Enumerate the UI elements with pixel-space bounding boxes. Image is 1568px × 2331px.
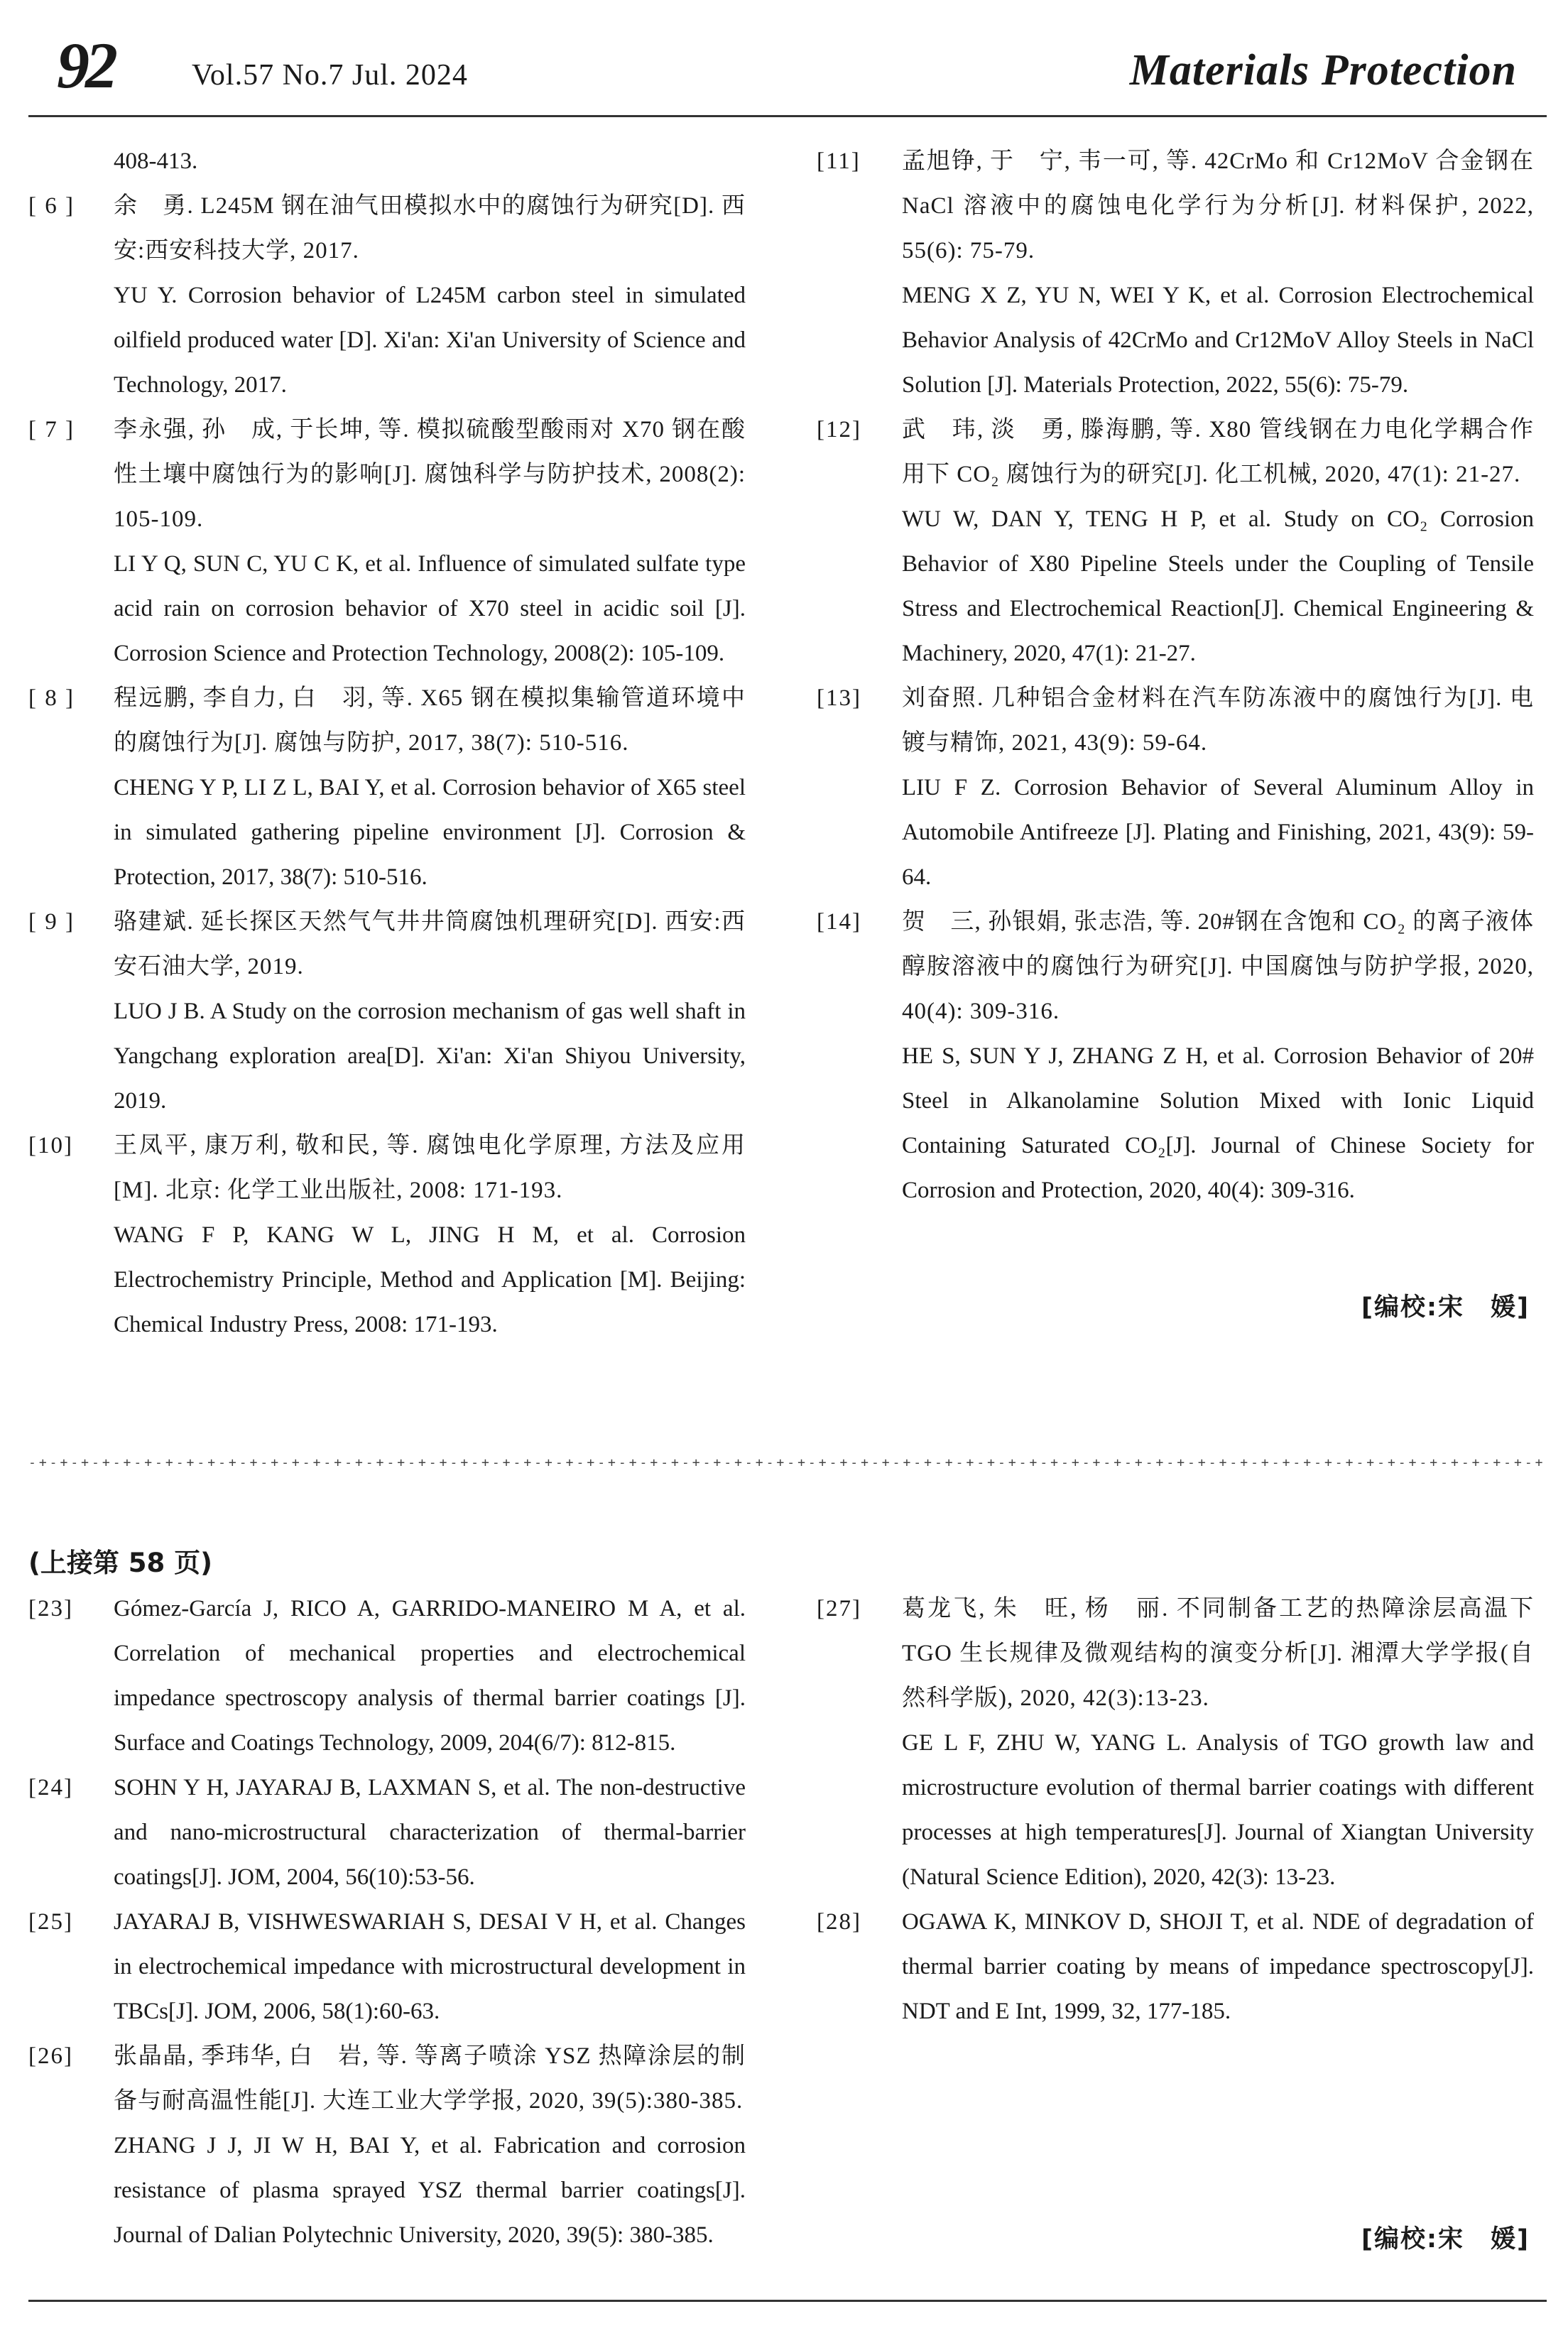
reference-text-english: HE S, SUN Y J, ZHANG Z H, et al. Corrosion Behavior of 20# Steel in Alkanolamine Solution Mixed with Ionic Liquid Containing Saturated CO₂[J]. Journal of Chinese Society for Corrosion and Protection, 2020, 40(4): 309-316.	[902, 1043, 1534, 1203]
reference-number: [14]	[817, 909, 861, 935]
editor-note: [编校:宋 媛]	[1361, 1293, 1530, 1322]
page-header: 92 Vol.57 No.7 Jul. 2024 Materials Protection	[57, 29, 1517, 102]
reference-text-english: YU Y. Corrosion behavior of L245M carbon steel in simulated oilfield produced water [D]. Xi'an: Xi'an University of Science and Technology, 2017.	[114, 283, 746, 398]
reference-item	[28, 408, 746, 676]
editor-bottom	[817, 2217, 1534, 2261]
reference-text-chinese: 孟旭铮, 于 宁, 韦一可, 等. 42CrMo 和 Cr12MoV 合金钢在 NaCl 溶液中的腐蚀电化学行为分析[J]. 材料保护, 2022, 55(6): 75-79.	[902, 148, 1534, 263]
reference-item	[28, 900, 746, 1124]
reference-item	[817, 1900, 1534, 2034]
reference-number: [12]	[817, 417, 861, 442]
reference-text-english: MENG X Z, YU N, WEI Y K, et al. Corrosion Electrochemical Behavior Analysis of 42CrMo and Cr12MoV Alloy Steels in NaCl Solution [J]. Materials Protection, 2022, 55(6): 75-79.	[902, 283, 1534, 398]
reference-item	[28, 139, 746, 184]
reference-item	[28, 2034, 746, 2258]
reference-number: [24]	[28, 1775, 73, 1800]
section-divider	[28, 1459, 1547, 1467]
reference-text-english: WANG F P, KANG W L, JING H M, et al. Corrosion Electrochemistry Principle, Method and Application [M]. Beijing: Chemical Industry Press, 2008: 171-193.	[114, 1222, 746, 1337]
reference-text-english: OGAWA K, MINKOV D, SHOJI T, et al. NDE of degradation of thermal barrier coating by means of impedance spectroscopy[J]. NDT and E Int, 1999, 32, 177-185.	[902, 1909, 1534, 2024]
reference-text-english: LIU F Z. Corrosion Behavior of Several Aluminum Alloy in Automobile Antifreeze [J]. Plating and Finishing, 2021, 43(9): 59-64.	[902, 775, 1534, 890]
reference-number: [28]	[817, 1909, 861, 1935]
reference-number: [ 6 ]	[28, 193, 75, 219]
reference-number: [25]	[28, 1909, 73, 1935]
reference-text-english: SOHN Y H, JAYARAJ B, LAXMAN S, et al. The non-destructive and nano-microstructural characterization of thermal-barrier coatings[J]. JOM, 2004, 56(10):53-56.	[114, 1775, 746, 1890]
reference-text-chinese: 武 玮, 淡 勇, 滕海鹏, 等. X80 管线钢在力电化学耦合作用下 CO₂ 腐蚀行为的研究[J]. 化工机械, 2020, 47(1): 21-27.	[902, 417, 1534, 487]
reference-text-english: ZHANG J J, JI W H, BAI Y, et al. Fabrication and corrosion resistance of plasma sprayed YSZ thermal barrier coatings[J]. Journal of Dalian Polytechnic University, 2020, 39(5): 380-385.	[114, 2133, 746, 2248]
reference-text-chinese: 刘奋照. 几种铝合金材料在汽车防冻液中的腐蚀行为[J]. 电镀与精饰, 2021, 43(9): 59-64.	[902, 685, 1534, 756]
reference-item	[28, 676, 746, 900]
reference-item	[28, 1900, 746, 2034]
reference-number: [27]	[817, 1596, 861, 1621]
reference-text-chinese: 骆建斌. 延长探区天然气气井井筒腐蚀机理研究[D]. 西安:西安石油大学, 2019.	[114, 909, 746, 979]
reference-item	[817, 408, 1534, 676]
issue-info: Vol.57 No.7 Jul. 2024	[192, 59, 468, 92]
reference-item	[817, 676, 1534, 900]
reference-text-chinese: 张晶晶, 季玮华, 白 岩, 等. 等离子喷涂 YSZ 热障涂层的制备与耐高温性能[J]. 大连工业大学学报, 2020, 39(5):380-385.	[114, 2043, 746, 2114]
reference-text-chinese: 贺 三, 孙银娟, 张志浩, 等. 20#钢在含饱和 CO₂ 的离子液体醇胺溶液中的腐蚀行为研究[J]. 中国腐蚀与防护学报, 2020, 40(4): 309-316.	[902, 909, 1534, 1024]
reference-number: [10]	[28, 1133, 73, 1158]
reference-item	[817, 900, 1534, 1213]
reference-text-chinese: 王凤平, 康万利, 敬和民, 等. 腐蚀电化学原理, 方法及应用[M]. 北京: 化学工业出版社, 2008: 171-193.	[114, 1133, 746, 1203]
reference-text-english: WU W, DAN Y, TENG H P, et al. Study on CO₂ Corrosion Behavior of X80 Pipeline Steels under the Coupling of Tensile Stress and Electrochemical Reaction[J]. Chemical Engineering & Machinery, 2020, 47(1): 21-27.	[902, 506, 1534, 666]
reference-text-english: JAYARAJ B, VISHWESWARIAH S, DESAI V H, et al. Changes in electrochemical impedance with microstructural development in TBCs[J]. JOM, 2006, 58(1):60-63.	[114, 1909, 746, 2024]
reference-item	[28, 184, 746, 408]
reference-item	[817, 1587, 1534, 1900]
journal-name: Materials Protection	[1129, 46, 1517, 94]
reference-text-english: LUO J B. A Study on the corrosion mechanism of gas well shaft in Yangchang exploration area[D]. Xi'an: Xi'an Shiyou University, 2019.	[114, 999, 746, 1114]
reference-text-continued: 408-413.	[114, 148, 198, 174]
reference-item	[817, 139, 1534, 408]
reference-item	[28, 1587, 746, 1766]
reference-text-chinese: 余 勇. L245M 钢在油气田模拟水中的腐蚀行为研究[D]. 西安:西安科技大学, 2017.	[114, 193, 746, 263]
reference-number: [13]	[817, 685, 861, 711]
reference-number: [ 9 ]	[28, 909, 75, 935]
footer-rule	[28, 2300, 1547, 2302]
reference-number: [ 7 ]	[28, 417, 75, 442]
continued-from-note: (上接第 58 页)	[28, 1548, 213, 1578]
reference-item	[28, 1124, 746, 1347]
reference-number: [26]	[28, 2043, 73, 2069]
reference-item	[28, 1766, 746, 1900]
header-rule	[28, 115, 1547, 117]
reference-number: [23]	[28, 1596, 73, 1621]
references-top-right	[817, 139, 1534, 1213]
editor-top	[817, 1286, 1534, 1330]
editor-note: [编校:宋 媛]	[1361, 2225, 1530, 2254]
reference-number: [11]	[817, 148, 861, 174]
reference-text-english: Gómez-García J, RICO A, GARRIDO-MANEIRO M A, et al. Correlation of mechanical properties and electrochemical impedance spectroscopy analysis of thermal barrier coatings [J]. Surface and Coatings Technology, 2009, 204(6/7): 812-815.	[114, 1596, 746, 1756]
references-bottom-right	[817, 1587, 1534, 2034]
references-top-left	[28, 139, 746, 1347]
references-bottom-left	[28, 1587, 746, 2258]
reference-text-chinese: 李永强, 孙 成, 于长坤, 等. 模拟硫酸型酸雨对 X70 钢在酸性土壤中腐蚀行为的影响[J]. 腐蚀科学与防护技术, 2008(2): 105-109.	[114, 417, 746, 532]
reference-text-chinese: 葛龙飞, 朱 旺, 杨 丽. 不同制备工艺的热障涂层高温下 TGO 生长规律及微观结构的演变分析[J]. 湘潭大学学报(自然科学版), 2020, 42(3):13-23.	[902, 1596, 1534, 1711]
reference-text-english: GE L F, ZHU W, YANG L. Analysis of TGO growth law and microstructure evolution of thermal barrier coatings with different processes at high temperatures[J]. Journal of Xiangtan University (Natural Science Edition), 2020, 42(3): 13-23.	[902, 1730, 1534, 1890]
reference-text-english: CHENG Y P, LI Z L, BAI Y, et al. Corrosion behavior of X65 steel in simulated gathering pipeline environment [J]. Corrosion & Protection, 2017, 38(7): 510-516.	[114, 775, 746, 890]
reference-text-english: LI Y Q, SUN C, YU C K, et al. Influence of simulated sulfate type acid rain on corrosion behavior of X70 steel in acidic soil [J]. Corrosion Science and Protection Technology, 2008(2): 105-109.	[114, 551, 746, 666]
reference-text-chinese: 程远鹏, 李自力, 白 羽, 等. X65 钢在模拟集输管道环境中的腐蚀行为[J]. 腐蚀与防护, 2017, 38(7): 510-516.	[114, 685, 746, 756]
reference-number: [ 8 ]	[28, 685, 75, 711]
